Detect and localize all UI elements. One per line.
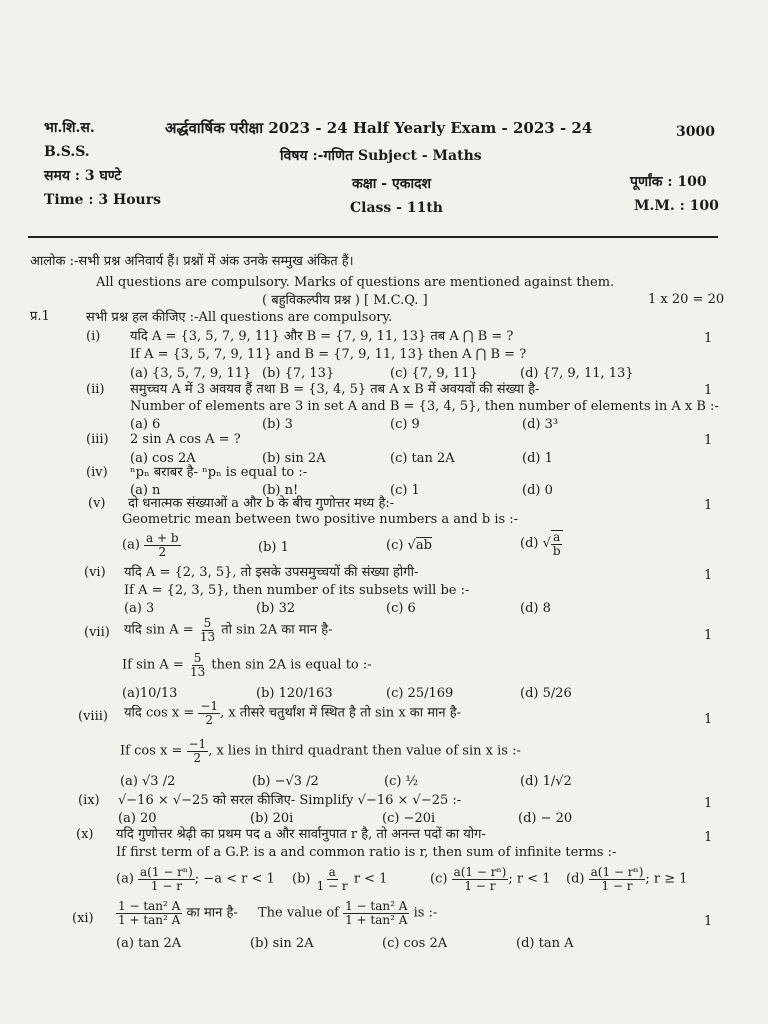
frac-den: 13 — [199, 629, 216, 644]
q-v-english: Geometric mean between two positive numbers a and b is :- — [122, 512, 519, 527]
org-english: B.S.S. — [44, 144, 90, 160]
cos-prefix-en: If cos x = — [120, 743, 183, 759]
q-ii-hindi: समुच्चय A में 3 अवयव हैं तथा B = {3, 4, 5} तब A x B में अवयवों की संख्या है- — [130, 382, 540, 397]
frac-den: 1 + tan² A — [118, 912, 181, 927]
frac-den: 2 — [193, 750, 202, 765]
sqrt-ab: ab — [415, 538, 432, 553]
q-i-english: If A = {3, 5, 7, 9, 11} and B = {7, 9, 11, 13} then A ⋂ B = ? — [130, 347, 527, 362]
q-viii-english-tail: , x lies in third quadrant then value of sin x is :- — [208, 743, 521, 759]
frac-num: a — [328, 865, 336, 879]
q-v-option-a: (a) $\frac{a + b}{2}$ — [122, 531, 179, 559]
q-i-option-b: (b) {7, 13} — [262, 366, 335, 381]
q-iv-text: ⁿpₙ बराबर है- ⁿpₙ is equal to :- — [130, 465, 308, 480]
q-x-number: (x) — [76, 827, 94, 842]
subject-line: विषय :-गणित Subject - Maths — [280, 148, 482, 164]
q-vi-option-a: (a) 3 — [124, 601, 155, 616]
section-heading: ( बहुविकल्पीय प्रश्न ) [ M.C.Q. ] — [262, 293, 428, 308]
frac-num: a + b — [146, 531, 179, 545]
option-tail: ; −a < r < 1 — [194, 871, 275, 887]
q-iv-number: (iv) — [86, 465, 108, 480]
q-vii-option-c: (c) 25/169 — [386, 686, 454, 701]
q-viii-hindi — [124, 700, 461, 726]
q-ii-number: (ii) — [86, 382, 105, 397]
paper-code: 3000 — [676, 124, 715, 140]
frac-den: 1 − r — [150, 878, 182, 893]
q-ix-option-a: (a) 20 — [118, 811, 157, 826]
q-i-marks: 1 — [704, 331, 713, 346]
frac-den: 13 — [189, 664, 206, 679]
frac-num: −1 — [200, 699, 219, 713]
frac-num: a(1 − rⁿ) — [140, 865, 193, 879]
q-vi-marks: 1 — [704, 568, 713, 583]
frac-den: 1 − r — [601, 878, 633, 893]
q-ii-option-b: (b) 3 — [262, 417, 293, 432]
q-vi-option-d: (d) 8 — [520, 601, 551, 616]
q-xi-english-tail: is :- — [413, 905, 438, 921]
section-marks: 1 x 20 = 20 — [648, 292, 725, 307]
frac-num: a(1 − rⁿ) — [453, 865, 507, 879]
q-xi-option-d: (d) tan A — [516, 936, 574, 951]
q-iv-option-b: (b) n! — [262, 483, 299, 498]
q-ix-number: (ix) — [78, 793, 100, 808]
q-i-option-a: (a) {3, 5, 7, 9, 11} — [130, 366, 252, 381]
q-ix-text: √−16 × √−25 को सरल कीजिए- Simplify √−16 × √−25 :- — [118, 793, 462, 808]
q-iii-option-d: (d) 1 — [522, 451, 553, 466]
question-intro: सभी प्रश्न हल कीजिए :-All questions are compulsory. — [86, 310, 393, 325]
q-viii-marks: 1 — [704, 712, 713, 727]
q-xi-option-a: (a) tan 2A — [116, 936, 182, 951]
q-vii-hindi-tail: तो sin 2A का मान है- — [221, 622, 333, 638]
q-vi-number: (vi) — [84, 565, 106, 580]
q-viii-option-d: (d) 1/√2 — [520, 774, 572, 789]
q-vi-hindi: यदि A = {2, 3, 5}, तो इसके उपसमुच्चयों की संख्या होगी- — [124, 565, 419, 580]
q-xi-english — [258, 900, 437, 926]
q-viii-option-c: (c) ½ — [384, 774, 419, 789]
q-xi-hindi-tail: का मान है- — [186, 905, 238, 921]
q-vii-hindi — [124, 617, 333, 643]
time-hindi: समय : 3 घण्टे — [44, 168, 122, 184]
q-iii-option-a: (a) cos 2A — [130, 451, 196, 466]
q-vii-option-b: (b) 120/163 — [256, 686, 333, 701]
q-v-marks: 1 — [704, 498, 713, 513]
q-ii-option-c: (c) 9 — [390, 417, 420, 432]
q-xi-option-c: (c) cos 2A — [382, 936, 448, 951]
frac-den: 1 + tan² A — [345, 912, 408, 927]
q-iii-number: (iii) — [86, 432, 109, 447]
q-ix-option-d: (d) − 20 — [518, 811, 573, 826]
option-tail: r < 1 — [353, 871, 388, 887]
q-xi-marks: 1 — [704, 914, 713, 929]
frac-num: a — [553, 530, 561, 544]
q-xi-hindi — [116, 900, 238, 926]
frac-den: 1 − r — [464, 878, 496, 893]
q-ii-english: Number of elements are 3 in set A and B = {3, 4, 5}, then number of elements in A x B :- — [130, 399, 719, 414]
q-xi-english-head: The value of — [258, 905, 339, 921]
q-v-option-b: (b) 1 — [258, 540, 289, 555]
header-divider — [28, 236, 718, 238]
frac-den: 2 — [205, 712, 214, 727]
q-iv-option-c: (c) 1 — [390, 483, 420, 498]
q-vii-number: (vii) — [84, 625, 110, 640]
frac-num: 1 − tan² A — [345, 899, 408, 913]
frac-num: a(1 − rⁿ) — [590, 865, 644, 879]
frac-den: b — [552, 543, 561, 558]
q-ii-option-a: (a) 6 — [130, 417, 161, 432]
q-x-option-a: (a) $\frac{\text{a(1 − rⁿ)}}{1 - r}$ ; −a < r < 1 — [116, 865, 275, 893]
sin-prefix-en: If sin A = — [122, 657, 184, 673]
q-i-number: (i) — [86, 329, 101, 344]
frac-num: 1 − tan² A — [118, 899, 181, 913]
q-iv-option-d: (d) 0 — [522, 483, 553, 498]
q-vi-option-b: (b) 32 — [256, 601, 296, 616]
org-hindi: भा.शि.स. — [44, 120, 95, 136]
q-xi-number: (xi) — [72, 911, 94, 926]
time-english: Time : 3 Hours — [44, 192, 161, 208]
frac-num: 5 — [203, 616, 212, 630]
q-ii-marks: 1 — [704, 383, 713, 398]
q-x-hindi: यदि गुणोत्तर श्रेढ़ी का प्रथम पद a और सार्वानुपात r है, तो अनन्त पदों का योग- — [116, 827, 486, 842]
q-ii-option-d: (d) 3³ — [522, 417, 559, 432]
q-iii-marks: 1 — [704, 433, 713, 448]
q-v-option-d: (d) √ $\frac{a}{b}$ — [520, 530, 561, 558]
class-hindi: कक्षा - एकादश — [352, 176, 432, 192]
q-vi-option-c: (c) 6 — [386, 601, 416, 616]
q-vii-english — [122, 652, 372, 678]
exam-title: अर्द्धवार्षिक परीक्षा 2023 - 24 Half Yearly Exam - 2023 - 24 — [165, 119, 593, 137]
max-marks-hindi: पूर्णांक : 100 — [630, 174, 707, 190]
q-viii-english — [120, 738, 521, 764]
class-english: Class - 11th — [350, 200, 443, 216]
q-x-option-b: (b) $\frac{a}{1 - r}$ r < 1 — [292, 865, 388, 893]
option-tail: ; r < 1 — [508, 871, 551, 887]
question-number: प्र.1 — [30, 309, 50, 324]
sin-prefix: यदि sin A = — [124, 622, 194, 638]
q-viii-option-a: (a) √3 /2 — [120, 774, 176, 789]
q-x-english: If first term of a G.P. is a and common ratio is r, then sum of infinite terms :- — [116, 845, 617, 860]
q-vii-option-a: (a)10/13 — [122, 686, 178, 701]
q-iii-option-b: (b) sin 2A — [262, 451, 326, 466]
q-x-option-d: (d) $\frac{\text{a(1 − rⁿ)}}{1 - r}$ ; r ≥ 1 — [566, 865, 688, 893]
q-iii-option-c: (c) tan 2A — [390, 451, 455, 466]
frac-num: 5 — [193, 651, 202, 665]
q-i-option-c: (c) {7, 9, 11} — [390, 366, 478, 381]
max-marks-english: M.M. : 100 — [634, 198, 719, 214]
cos-prefix: यदि cos x = — [124, 705, 195, 721]
q-x-option-c: (c) $\frac{\text{a(1 − rⁿ)}}{1 - r}$ ; r < 1 — [430, 865, 551, 893]
q-viii-number: (viii) — [78, 709, 108, 724]
q-iii-text: 2 sin A cos A = ? — [130, 432, 241, 447]
q-viii-option-b: (b) −√3 /2 — [252, 774, 319, 789]
q-ix-marks: 1 — [704, 796, 713, 811]
q-vii-option-d: (d) 5/26 — [520, 686, 572, 701]
q-xi-option-b: (b) sin 2A — [250, 936, 314, 951]
instructions-english: All questions are compulsory. Marks of questions are mentioned against them. — [96, 275, 615, 290]
q-viii-hindi-tail: , x तीसरे चतुर्थांश में स्थित है तो sin x का मान है- — [220, 705, 462, 721]
q-vii-english-tail: then sin 2A is equal to :- — [211, 657, 372, 673]
q-v-hindi: दो धनात्मक संख्याओं a और b के बीच गुणोत्तर मध्य है:- — [128, 496, 395, 511]
q-i-hindi: यदि A = {3, 5, 7, 9, 11} और B = {7, 9, 11, 13} तब A ⋂ B = ? — [130, 329, 514, 344]
q-vii-marks: 1 — [704, 628, 713, 643]
frac-den: 1 − r — [316, 878, 348, 893]
instructions-hindi: आलोक :-सभी प्रश्न अनिवार्य हैं। प्रश्नों में अंक उनके सम्मुख अंकित हैं। — [30, 254, 354, 269]
q-iv-option-a: (a) n — [130, 483, 161, 498]
q-ix-option-c: (c) −20i — [382, 811, 436, 826]
option-tail: ; r ≥ 1 — [645, 871, 688, 887]
q-ix-option-b: (b) 20i — [250, 811, 294, 826]
frac-den: 2 — [158, 544, 167, 559]
q-v-option-c: (c) √ab — [386, 538, 432, 553]
q-x-marks: 1 — [704, 830, 713, 845]
frac-num: −1 — [188, 737, 207, 751]
q-v-number: (v) — [88, 496, 106, 511]
q-i-option-d: (d) {7, 9, 11, 13} — [520, 366, 634, 381]
q-vi-english: If A = {2, 3, 5}, then number of its subsets will be :- — [124, 583, 470, 598]
